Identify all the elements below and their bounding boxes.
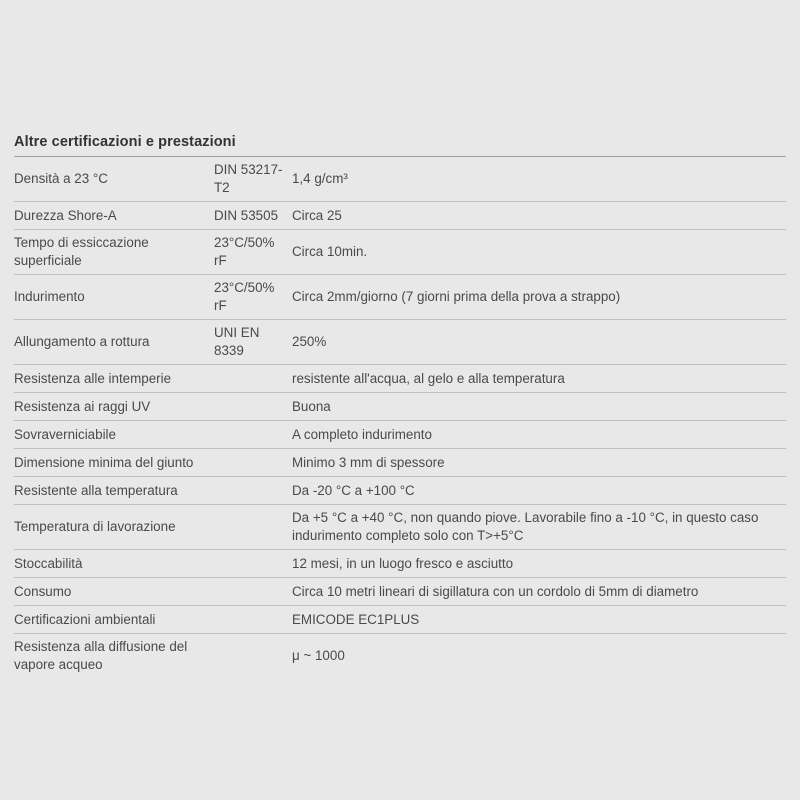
spec-row (14, 606, 786, 634)
spec-label: Resistente alla temperatura (14, 482, 178, 498)
spec-label: Resistenza alla diffusione del vapore acqueo (14, 639, 188, 672)
spec-row (14, 634, 786, 678)
spec-row (14, 230, 786, 275)
spec-value: 250% (292, 334, 327, 349)
spec-value: Minimo 3 mm di spessore (292, 454, 445, 470)
spec-label: Allungamento a rottura (14, 334, 150, 349)
spec-label: Consumo (14, 583, 72, 599)
spec-row (14, 320, 786, 365)
spec-row (14, 421, 786, 449)
spec-row (14, 365, 786, 393)
spec-label: Resistenza alle intemperie (14, 370, 172, 386)
spec-row (14, 275, 786, 320)
spec-value: Circa 10min. (292, 244, 368, 259)
spec-value: A completo indurimento (292, 426, 432, 442)
spec-standard: DIN 53217-T2 (214, 162, 283, 195)
datasheet-section (14, 134, 786, 678)
spec-table (14, 157, 786, 678)
spec-value: resistente all'acqua, al gelo e alla temperatura (292, 370, 565, 386)
spec-standard: 23°C/50% rF (214, 280, 275, 313)
spec-standard: 23°C/50% rF (214, 235, 275, 268)
spec-row (14, 505, 786, 550)
spec-row (14, 157, 786, 202)
spec-value: Buona (292, 398, 331, 414)
spec-standard: DIN 53505 (214, 207, 279, 223)
spec-label: Temperatura di lavorazione (14, 519, 176, 534)
spec-value: Circa 2mm/giorno (7 giorni prima della prova a strappo) (292, 289, 621, 304)
spec-value: 1,4 g/cm³ (292, 171, 348, 186)
spec-row (14, 393, 786, 421)
spec-value: EMICODE EC1PLUS (292, 611, 420, 627)
spec-label: Densità a 23 °C (14, 171, 108, 186)
spec-row (14, 449, 786, 477)
spec-value: Circa 25 (292, 207, 342, 223)
spec-label: Durezza Shore-A (14, 207, 117, 223)
spec-row (14, 550, 786, 578)
spec-value: μ ~ 1000 (292, 648, 345, 663)
spec-row (14, 578, 786, 606)
spec-label: Certificazioni ambientali (14, 611, 156, 627)
spec-standard: UNI EN 8339 (214, 325, 260, 358)
spec-label: Tempo di essiccazione superficiale (14, 235, 149, 268)
spec-value: Circa 10 metri lineari di sigillatura con un cordolo di 5mm di diametro (292, 583, 699, 599)
spec-label: Stoccabilità (14, 555, 83, 571)
section-title: Altre certificazioni e prestazioni (14, 134, 786, 157)
spec-row (14, 202, 786, 230)
spec-value: 12 mesi, in un luogo fresco e asciutto (292, 555, 514, 571)
spec-label: Indurimento (14, 289, 85, 304)
spec-label: Resistenza ai raggi UV (14, 398, 151, 414)
spec-value: Da +5 °C a +40 °C, non quando piove. Lavorabile fino a -10 °C, in questo caso indurimento completo solo con T>+5°C (292, 510, 759, 543)
spec-value: Da -20 °C a +100 °C (292, 482, 415, 498)
spec-row (14, 477, 786, 505)
spec-label: Dimensione minima del giunto (14, 454, 194, 470)
spec-label: Sovraverniciabile (14, 426, 116, 442)
